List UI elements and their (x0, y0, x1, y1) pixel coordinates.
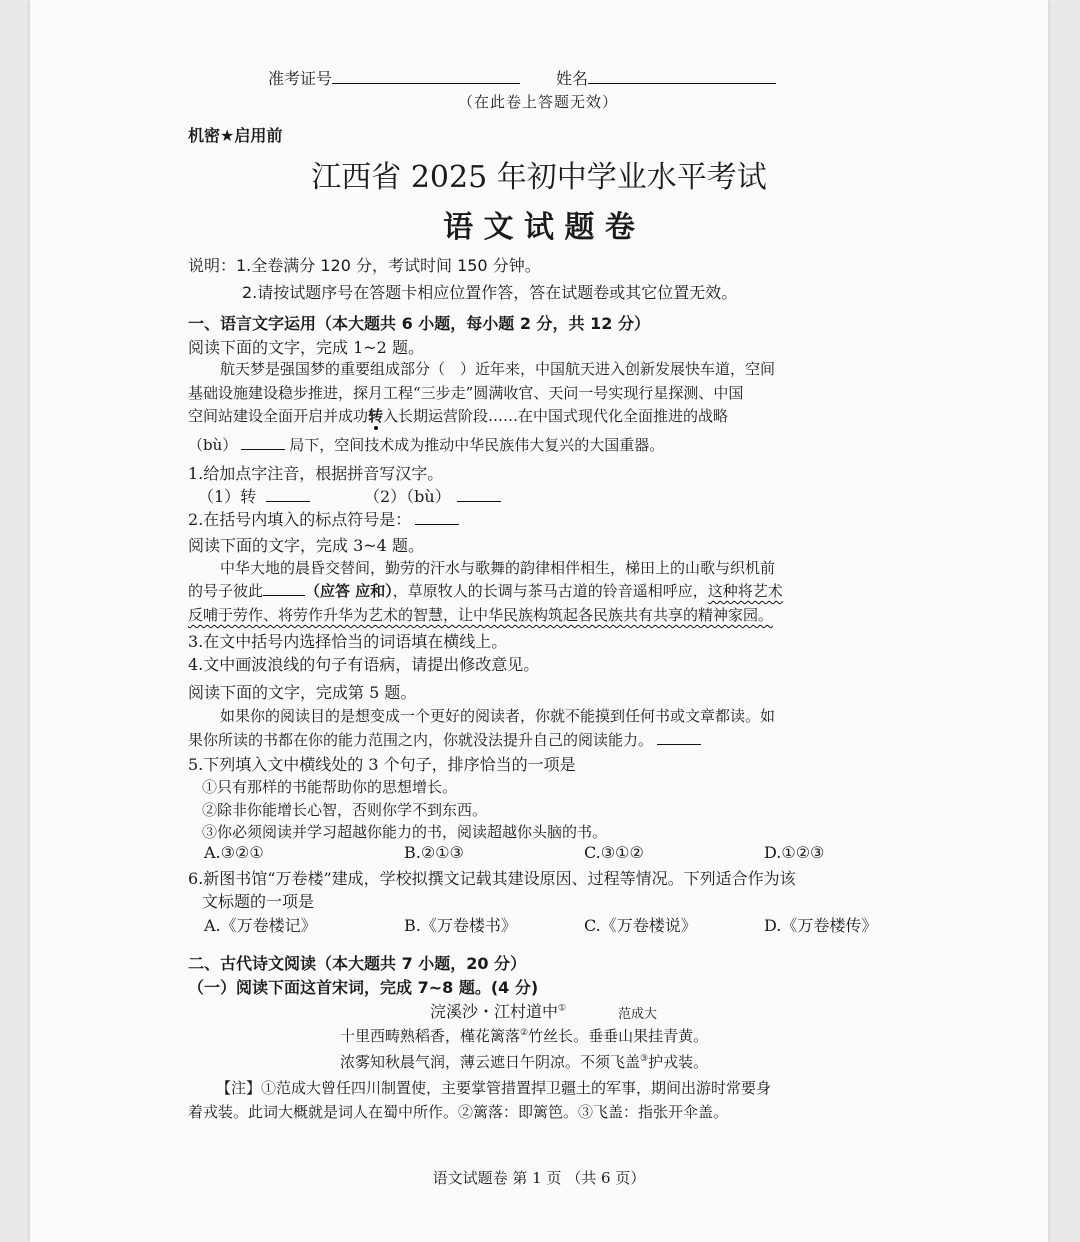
poem-line1-note: ② (520, 1028, 529, 1038)
q5-option-b: B.②①③ (404, 843, 464, 862)
q2-blank (415, 510, 459, 525)
reading-prompt-2: 阅读下面的文字，完成 3~4 题。 (188, 536, 424, 555)
passage3-line1: 如果你的阅读目的是想变成一个更好的阅读者，你就不能摸到任何书或文章都读。如 (220, 707, 776, 725)
dotted-character: 转 (368, 407, 384, 425)
q1-part1-label: （1）转 (198, 487, 257, 506)
poem-note-line-2: 着戎装。此词大概就是词人在蜀中所作。②篱落：即篱笆。③飞盖：指张开伞盖。 (188, 1103, 729, 1121)
q5-option-d: D.①②③ (764, 843, 825, 862)
passage1-line4-end: 局下，空间技术成为推动中华民族伟大复兴的大国重器。 (289, 436, 665, 454)
passage1-line2: 基础设施建设稳步推进，探月工程“三步走”圆满收官、天问一号实现行星探测、中国 (188, 384, 744, 402)
q5-sentence-2: ②除非你能增长心智，否则你学不到东西。 (202, 801, 488, 819)
section1-heading: 一、语言文字运用（本大题共 6 小题，每小题 2 分，共 12 分） (188, 314, 650, 333)
section2-heading: 二、古代诗文阅读（本大题共 7 小题，20 分） (188, 954, 527, 973)
q1-part1-blank (266, 487, 310, 502)
poem-title-text: 浣溪沙・江村道中 (430, 1002, 559, 1021)
exam-id-blank (332, 69, 520, 84)
wavy-sentence: 反哺于劳作、将劳作升华为艺术的智慧，让中华民族构筑起各民族共有共享的精神家园。 (188, 606, 774, 624)
passage2-line2-start: 的号子彼此 (188, 582, 264, 600)
passage1-line1: 航天梦是强国梦的重要组成部分（ ）近年来，中国航天进入创新发展快车道，空间 (220, 360, 776, 378)
question-1-part-1 (198, 484, 310, 507)
q6-option-d: D.《万卷楼传》 (764, 916, 878, 935)
poem-line-1 (340, 1025, 708, 1046)
page-title: 江西省 2025 年初中学业水平考试 (311, 160, 767, 195)
poem-title-note: ① (558, 1003, 567, 1014)
wavy-sentence-start: 这种将艺术 (707, 582, 783, 600)
q1-part2-blank (457, 487, 501, 502)
passage2-line1: 中华大地的晨昏交替间，勤劳的汗水与歌舞的韵律相伴相生，梯田上的山歌与织机前 (220, 559, 776, 577)
poem-title (430, 999, 566, 1022)
passage2-line2-mid: ，草原牧人的长调与茶马古道的铃音遥相呼应， (392, 582, 708, 600)
question-5: 5.下列填入文中横线处的 3 个句子，排序恰当的一项是 (188, 755, 576, 774)
instruction-2: 2.请按试题序号在答题卡相应位置作答，答在试题卷或其它位置无效。 (242, 283, 738, 302)
q6-option-b: B.《万卷楼书》 (404, 916, 517, 935)
exam-id-field (268, 66, 520, 89)
poem-line1-start: 十里西畴熟稻香，槿花篱落 (340, 1027, 521, 1045)
reading-prompt-3: 阅读下面的文字，完成第 5 题。 (188, 683, 417, 702)
question-4: 4.文中画波浪线的句子有语病，请提出修改意见。 (188, 655, 540, 674)
section2-subheading: （一）阅读下面这首宋词，完成 7~8 题。(4 分) (188, 978, 539, 997)
poem-note-line-1: 【注】①范成大曾任四川制置使，主要掌管措置捍卫疆土的军事，期间出游时常要身 (216, 1079, 772, 1097)
q6-option-a: A.《万卷楼记》 (204, 916, 317, 935)
pinyin-bu: （bù） (188, 436, 238, 454)
poem-line2-start: 浓雾知秋晨气润，薄云遮日午阴凉。不须飞盖 (340, 1053, 641, 1071)
q5-sentence-3: ③你必须阅读并学习超越你能力的书，阅读超越你头脑的书。 (202, 823, 608, 841)
question-6-line2: 文标题的一项是 (202, 892, 315, 911)
passage1-line3-start: 空间站建设全面开启并成功 (188, 407, 369, 425)
name-field (556, 66, 776, 89)
passage1-line3-end: 入长期运营阶段……在中国式现代化全面推进的战略 (383, 407, 729, 425)
question-1-part-2 (364, 484, 501, 507)
passage2-line2 (188, 580, 783, 601)
poem-author: 范成大 (618, 1007, 658, 1022)
exam-id-label: 准考证号 (268, 69, 333, 88)
q5-sentence-1: ①只有那样的书能帮助你的思想增长。 (202, 778, 458, 796)
answer-notice: （在此卷上答题无效） (458, 93, 619, 111)
page-subtitle: 语 文 试 题 卷 (443, 210, 635, 245)
question-3: 3.在文中括号内选择恰当的词语填在横线上。 (188, 632, 508, 651)
question-1: 1.给加点字注音，根据拼音写汉字。 (188, 464, 444, 483)
word-choice-blank (263, 581, 305, 596)
name-label: 姓名 (556, 69, 589, 88)
name-blank (588, 69, 776, 84)
q2-text: 2.在括号内填入的标点符号是： (188, 510, 412, 529)
passage3-line2 (188, 729, 701, 750)
poem-line2-note: ③ (640, 1054, 649, 1064)
question-6: 6.新图书馆“万卷楼”建成，学校拟撰文记载其建设原因、过程等情况。下列适合作为该 (188, 869, 796, 888)
q5-option-a: A.③②① (204, 843, 264, 862)
q1-part2-label: （2）（bù） (364, 487, 451, 506)
poem-line-2 (340, 1051, 708, 1072)
page-footer: 语文试题卷 第 1 页 （共 6 页） (432, 1169, 646, 1187)
word-choice-options: （应答 应和） (305, 582, 393, 600)
poem-line2-end: 护戎装。 (648, 1053, 709, 1071)
pinyin-blank (241, 435, 285, 450)
poem-line1-end: 竹丝长。垂垂山果挂青黄。 (528, 1027, 709, 1045)
secret-label: 机密★启用前 (188, 126, 283, 145)
reading-prompt-1: 阅读下面的文字，完成 1~2 题。 (188, 338, 424, 357)
passage1-line3 (188, 405, 728, 426)
q5-option-c: C.③①② (584, 843, 644, 862)
sentence-blank (657, 730, 701, 745)
passage1-line4 (188, 434, 664, 455)
instruction-1: 说明：1.全卷满分 120 分，考试时间 150 分钟。 (188, 256, 541, 275)
exam-page (30, 0, 1048, 1242)
q6-option-c: C.《万卷楼说》 (584, 916, 697, 935)
question-2 (188, 507, 459, 530)
passage3-line2-text: 果你所读的书都在你的能力范围之内，你就没法提升自己的阅读能力。 (188, 731, 654, 749)
